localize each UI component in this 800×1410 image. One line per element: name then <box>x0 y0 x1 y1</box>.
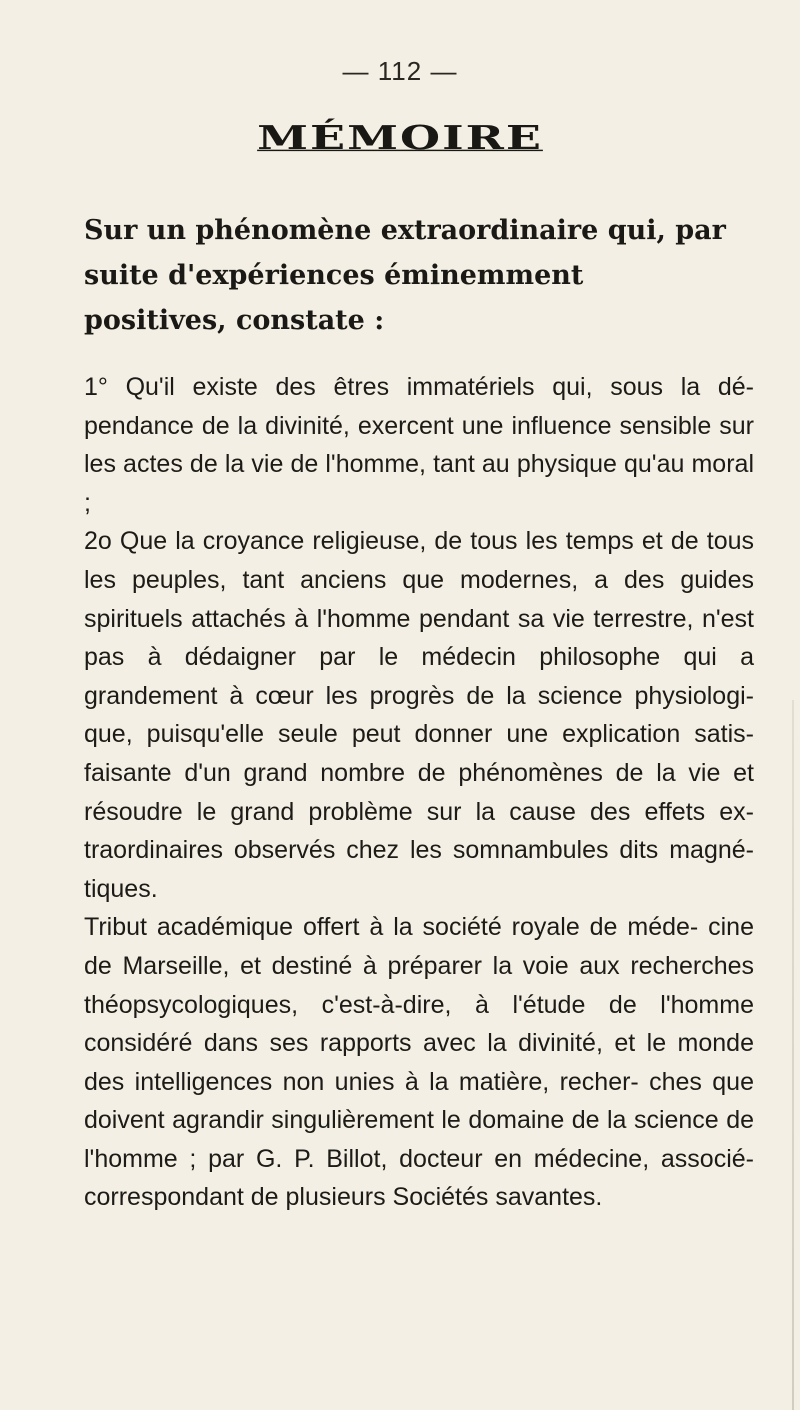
paragraph-3: Tribut académique offert à la société royale de méde- cine de Marseille, et destiné à préparer la voie aux recherches théopsycologiques, c'est-à-dire, à l'étude de l'homme considéré dans ses rapports avec la divinité, et le monde des intelligences non unies à la matière, recher- ches que doivent agrandir singulièrement le domaine de la science de l'homme ; par G. P. Billot, docteur en médecine, associé-correspondant de plusieurs Sociétés savantes. <box>84 913 754 1212</box>
page-edge-shadow <box>792 700 794 1410</box>
paragraph-2: 2o Que la croyance religieuse, de tous les temps et de tous les peuples, tant anciens que modernes, a des guides spirituels attachés à l'homme pendant sa vie terrestre, n'est pas à dédaigner par le médecin philosophe qui a grandement à cœur les progrès de la science physiologi- que, puisqu'elle seule peut donner une explication satis- faisante d'un grand nombre de phénomènes de la vie et résoudre le grand problème sur la cause des effets ex- traordinaires observés chez les somnambules dits magné- tiques. <box>84 527 754 903</box>
body-text <box>84 368 754 1217</box>
subtitle: Sur un phénomène extraordinaire qui, par suite d'expériences éminemment positives, constate : <box>84 215 726 336</box>
section-heading: MÉMOIRE <box>257 118 543 157</box>
paragraph-1: 1° Qu'il existe des êtres immatériels qui, sous la dé- pendance de la divinité, exercent une influence sensible sur les actes de la vie de l'homme, tant au physique qu'au moral ; <box>84 373 754 517</box>
page-number: — 112 — <box>342 56 458 86</box>
